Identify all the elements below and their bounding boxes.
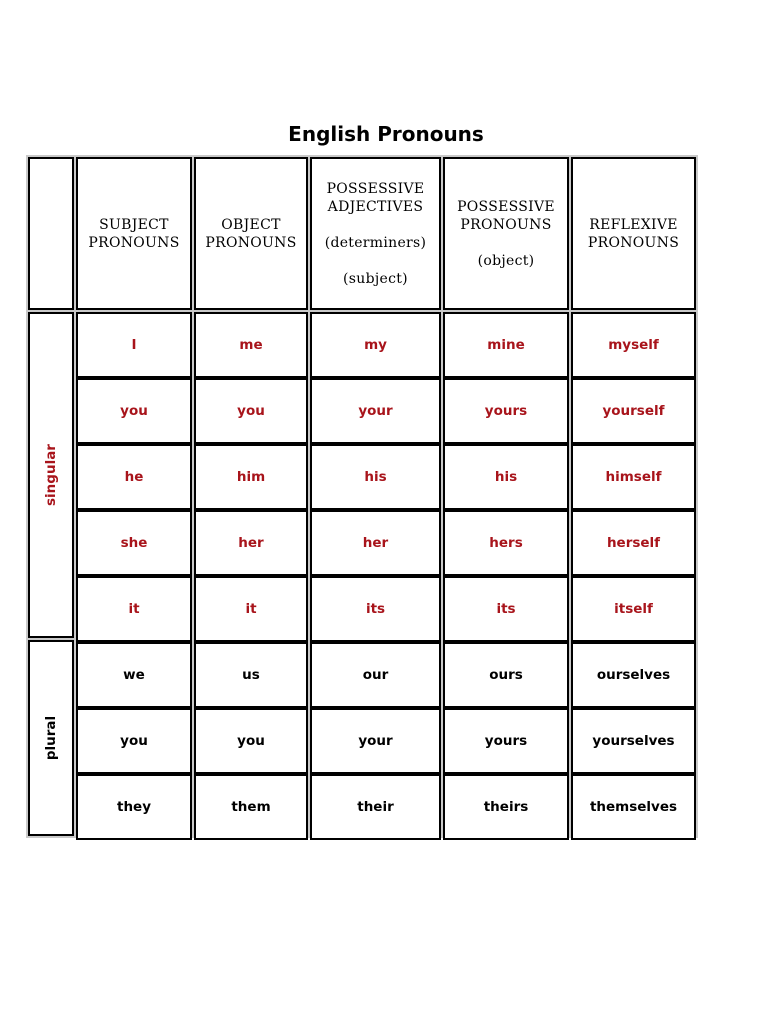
table-cell-possessive-adjective: their — [310, 774, 441, 840]
table-cell-object: it — [194, 576, 308, 642]
table-cell-object: us — [194, 642, 308, 708]
header-line: ADJECTIVES — [327, 198, 424, 215]
table-cell-reflexive: itself — [571, 576, 696, 642]
table-cell-possessive-pronoun: his — [443, 444, 569, 510]
table-cell-object: him — [194, 444, 308, 510]
group-label-text: plural — [43, 715, 59, 761]
table-cell-possessive-adjective: our — [310, 642, 441, 708]
header-line: SUBJECT — [99, 216, 169, 233]
table-cell-subject: we — [76, 642, 192, 708]
table-cell-object: her — [194, 510, 308, 576]
table-cell-subject: I — [76, 312, 192, 378]
header-possessive-adjectives — [310, 157, 441, 310]
table-cell-object: you — [194, 708, 308, 774]
table-cell-possessive-adjective: her — [310, 510, 441, 576]
group-label-text: singular — [43, 444, 59, 506]
table-cell-subject: you — [76, 708, 192, 774]
table-cell-object: me — [194, 312, 308, 378]
table-cell-reflexive: ourselves — [571, 642, 696, 708]
header-note: (determiners) — [324, 234, 427, 251]
table-cell-possessive-pronoun: hers — [443, 510, 569, 576]
header-possessive-pronouns — [443, 157, 569, 310]
table-cell-reflexive: myself — [571, 312, 696, 378]
header-object-pronouns — [194, 157, 308, 310]
group-label-singular — [28, 312, 74, 638]
header-line: PRONOUNS — [587, 234, 680, 251]
header-line: POSSESSIVE — [326, 180, 425, 197]
table-cell-object: them — [194, 774, 308, 840]
table-cell-subject: they — [76, 774, 192, 840]
table-cell-subject: you — [76, 378, 192, 444]
table-cell-reflexive: herself — [571, 510, 696, 576]
header-line: PRONOUNS — [205, 234, 297, 251]
table-cell-reflexive: yourself — [571, 378, 696, 444]
header-line: PRONOUNS — [460, 216, 552, 233]
table-cell-object: you — [194, 378, 308, 444]
table-cell-possessive-pronoun: its — [443, 576, 569, 642]
page-title: English Pronouns — [288, 122, 484, 146]
table-cell-possessive-pronoun: yours — [443, 708, 569, 774]
header-line: REFLEXIVE — [589, 216, 678, 233]
table-cell-subject: she — [76, 510, 192, 576]
table-cell-possessive-pronoun: theirs — [443, 774, 569, 840]
header-note: (object) — [477, 252, 535, 269]
table-cell-possessive-adjective: its — [310, 576, 441, 642]
header-subject-pronouns — [76, 157, 192, 310]
header-reflexive-pronouns — [571, 157, 696, 310]
table-cell-subject: he — [76, 444, 192, 510]
table-cell-reflexive: himself — [571, 444, 696, 510]
table-cell-reflexive: themselves — [571, 774, 696, 840]
table-cell-possessive-adjective: my — [310, 312, 441, 378]
header-note: (subject) — [343, 270, 408, 287]
table-cell-possessive-pronoun: mine — [443, 312, 569, 378]
header-line: OBJECT — [221, 216, 281, 233]
table-cell-possessive-adjective: your — [310, 378, 441, 444]
corner-cell — [28, 157, 74, 310]
table-cell-subject: it — [76, 576, 192, 642]
header-line: POSSESSIVE — [457, 198, 555, 215]
table-cell-possessive-pronoun: yours — [443, 378, 569, 444]
table-cell-possessive-adjective: your — [310, 708, 441, 774]
table-cell-possessive-pronoun: ours — [443, 642, 569, 708]
table-cell-possessive-adjective: his — [310, 444, 441, 510]
group-label-plural — [28, 640, 74, 836]
table-cell-reflexive: yourselves — [571, 708, 696, 774]
header-line: PRONOUNS — [88, 234, 180, 251]
